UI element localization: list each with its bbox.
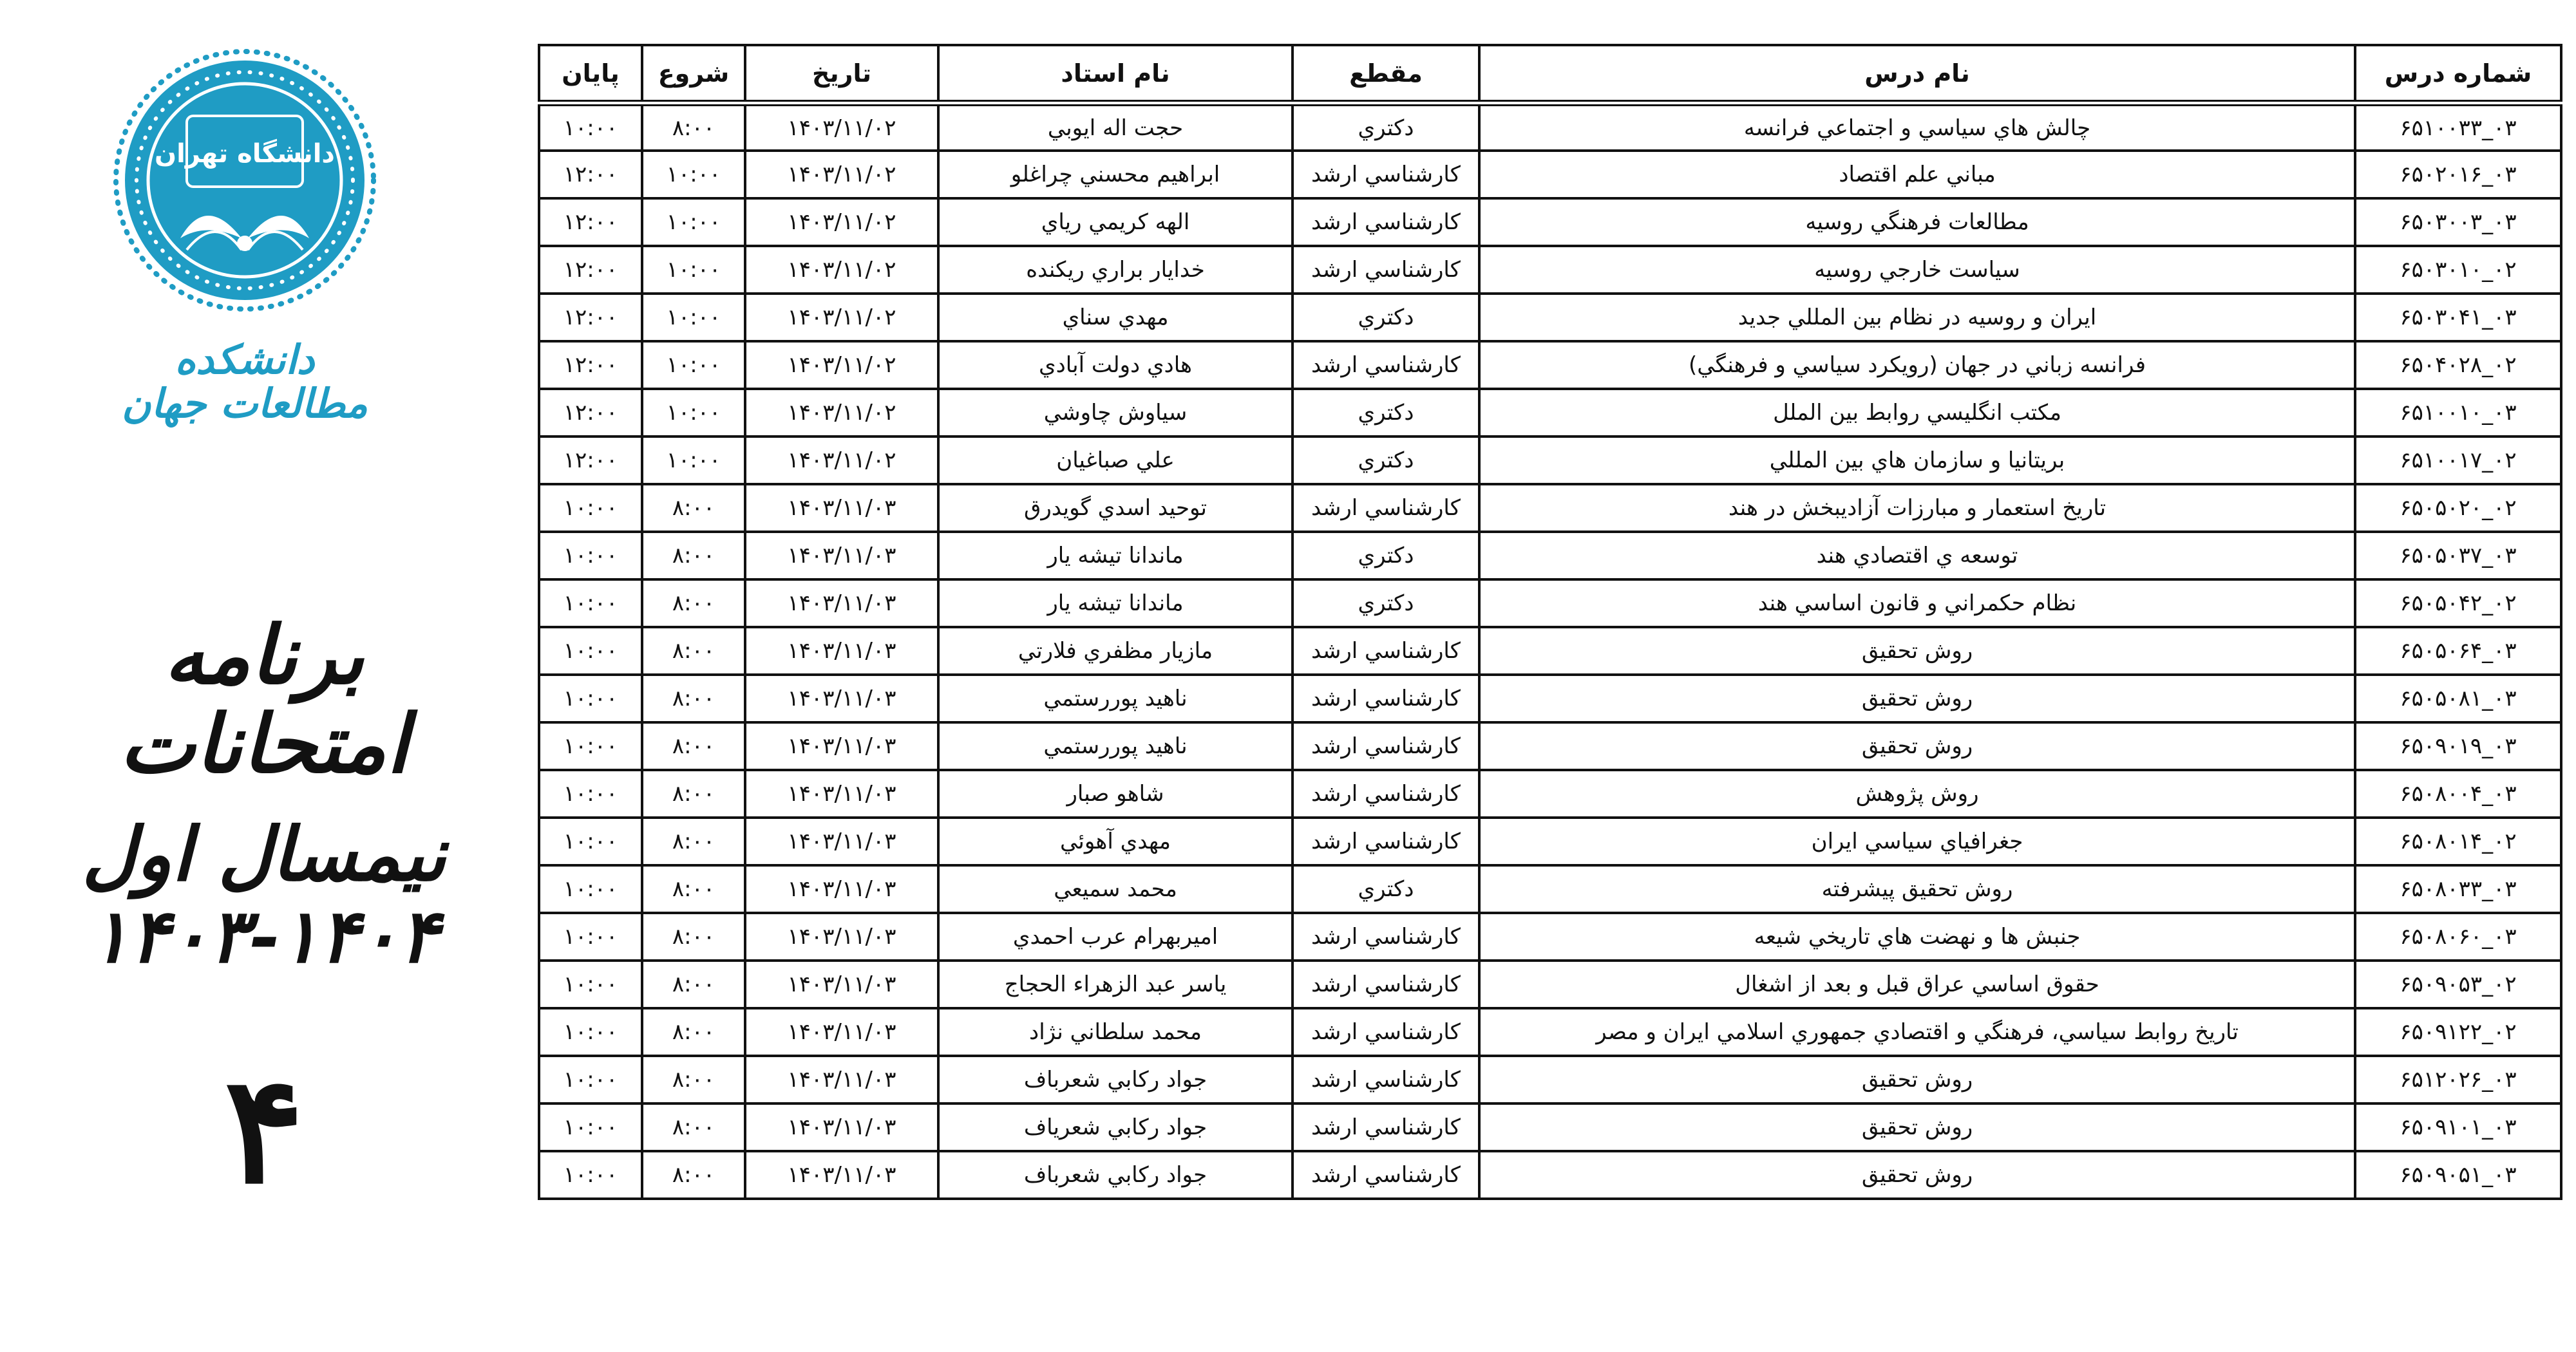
table-row (539, 532, 2561, 579)
cell-course-number: ۶۵۰۹۱۲۲_۰۲ (2355, 1008, 2561, 1056)
cell-course-number: ۶۵۰۸۰۰۴_۰۳ (2355, 770, 2561, 818)
header-start: شروع (642, 45, 745, 103)
cell-date: ۱۴۰۳/۱۱/۰۳ (745, 627, 938, 675)
cell-end-time: ۱۰:۰۰ (539, 770, 642, 818)
header-level: مقطع (1293, 45, 1479, 103)
cell-date: ۱۴۰۳/۱۱/۰۳ (745, 722, 938, 770)
cell-date: ۱۴۰۳/۱۱/۰۲ (745, 246, 938, 294)
table-row (539, 1103, 2561, 1151)
cell-date: ۱۴۰۳/۱۱/۰۳ (745, 865, 938, 913)
cell-course-name: روش تحقيق پيشرفته (1479, 865, 2355, 913)
cell-level: كارشناسي ارشد (1293, 1056, 1479, 1103)
cell-date: ۱۴۰۳/۱۱/۰۳ (745, 1103, 938, 1151)
cell-course-name: روش تحقيق (1479, 675, 2355, 722)
cell-start-time: ۸:۰۰ (642, 1103, 745, 1151)
cell-instructor: شاهو صبار (938, 770, 1293, 818)
cell-course-name: توسعه ي اقتصادي هند (1479, 532, 2355, 579)
cell-end-time: ۱۰:۰۰ (539, 865, 642, 913)
cell-end-time: ۱۰:۰۰ (539, 1056, 642, 1103)
cell-course-number: ۶۵۰۹۰۱۹_۰۳ (2355, 722, 2561, 770)
cell-start-time: ۱۰:۰۰ (642, 389, 745, 437)
cell-course-name: روش تحقيق (1479, 1103, 2355, 1151)
cell-level: كارشناسي ارشد (1293, 818, 1479, 865)
cell-end-time: ۱۲:۰۰ (539, 151, 642, 198)
cell-date: ۱۴۰۳/۱۱/۰۲ (745, 294, 938, 341)
cell-course-number: ۶۵۱۰۰۱۰_۰۳ (2355, 389, 2561, 437)
cell-date: ۱۴۰۳/۱۱/۰۳ (745, 770, 938, 818)
cell-instructor: اميربهرام عرب احمدي (938, 913, 1293, 961)
title-line-1: برنامه امتحانات (119, 608, 409, 791)
cell-end-time: ۱۰:۰۰ (539, 961, 642, 1008)
cell-instructor: توحيد اسدي گويدرق (938, 484, 1293, 532)
table-row (539, 484, 2561, 532)
cell-course-number: ۶۵۰۳۰۴۱_۰۳ (2355, 294, 2561, 341)
cell-date: ۱۴۰۳/۱۱/۰۳ (745, 532, 938, 579)
cell-start-time: ۸:۰۰ (642, 627, 745, 675)
cell-end-time: ۱۲:۰۰ (539, 294, 642, 341)
cell-date: ۱۴۰۳/۱۱/۰۲ (745, 341, 938, 389)
cell-end-time: ۱۰:۰۰ (539, 1008, 642, 1056)
cell-instructor: ماندانا تيشه يار (938, 579, 1293, 627)
cell-course-name: مطالعات فرهنگي روسيه (1479, 198, 2355, 246)
cell-date: ۱۴۰۳/۱۱/۰۲ (745, 103, 938, 151)
exam-schedule-title (26, 608, 502, 980)
cell-course-name: مكتب انگليسي روابط بين الملل (1479, 389, 2355, 437)
cell-start-time: ۱۰:۰۰ (642, 246, 745, 294)
cell-end-time: ۱۲:۰۰ (539, 246, 642, 294)
cell-level: دكتري (1293, 437, 1479, 484)
cell-course-number: ۶۵۱۰۰۳۳_۰۳ (2355, 103, 2561, 151)
cell-level: كارشناسي ارشد (1293, 913, 1479, 961)
cell-end-time: ۱۰:۰۰ (539, 818, 642, 865)
cell-level: كارشناسي ارشد (1293, 341, 1479, 389)
cell-date: ۱۴۰۳/۱۱/۰۳ (745, 1056, 938, 1103)
cell-instructor: جواد ركابي شعرباف (938, 1151, 1293, 1199)
header-course-name: نام درس (1479, 45, 2355, 103)
cell-course-number: ۶۵۰۵۰۸۱_۰۳ (2355, 675, 2561, 722)
faculty-name: دانشکده مطالعات جهان (122, 336, 368, 427)
cell-instructor: ماندانا تيشه يار (938, 532, 1293, 579)
cell-date: ۱۴۰۳/۱۱/۰۳ (745, 579, 938, 627)
cell-course-name: روش تحقيق (1479, 1151, 2355, 1199)
cell-start-time: ۸:۰۰ (642, 1008, 745, 1056)
cell-course-name: تاريخ روابط سياسي، فرهنگي و اقتصادي جمهوري اسلامي ايران و مصر (1479, 1008, 2355, 1056)
cell-course-number: ۶۵۰۵۰۳۷_۰۳ (2355, 532, 2561, 579)
cell-date: ۱۴۰۳/۱۱/۰۲ (745, 198, 938, 246)
table-row (539, 913, 2561, 961)
cell-level: كارشناسي ارشد (1293, 1151, 1479, 1199)
title-line-2: نیمسال اول ۱۴۰۴-۱۴۰۳ (82, 811, 446, 980)
sidebar-panel (0, 0, 528, 1352)
cell-start-time: ۱۰:۰۰ (642, 341, 745, 389)
cell-start-time: ۸:۰۰ (642, 818, 745, 865)
table-row (539, 294, 2561, 341)
cell-instructor: علي صباغيان (938, 437, 1293, 484)
cell-start-time: ۱۰:۰۰ (642, 151, 745, 198)
cell-date: ۱۴۰۳/۱۱/۰۳ (745, 818, 938, 865)
cell-course-number: ۶۵۰۵۰۴۲_۰۲ (2355, 579, 2561, 627)
cell-level: كارشناسي ارشد (1293, 1103, 1479, 1151)
table-row (539, 198, 2561, 246)
cell-level: كارشناسي ارشد (1293, 484, 1479, 532)
table-row (539, 627, 2561, 675)
cell-course-name: ايران و روسيه در نظام بين المللي جديد (1479, 294, 2355, 341)
page-number: ۴ (224, 1043, 304, 1217)
cell-start-time: ۸:۰۰ (642, 770, 745, 818)
table-row (539, 103, 2561, 151)
cell-instructor: سياوش چاوشي (938, 389, 1293, 437)
cell-course-name: تاريخ استعمار و مبارزات آزاديبخش در هند (1479, 484, 2355, 532)
table-row (539, 389, 2561, 437)
cell-start-time: ۸:۰۰ (642, 961, 745, 1008)
table-row (539, 770, 2561, 818)
cell-start-time: ۸:۰۰ (642, 865, 745, 913)
university-emblem-icon (109, 45, 380, 315)
cell-course-name: نظام حكمراني و قانون اساسي هند (1479, 579, 2355, 627)
cell-instructor: جواد ركابي شعرباف (938, 1056, 1293, 1103)
cell-date: ۱۴۰۳/۱۱/۰۲ (745, 151, 938, 198)
cell-instructor: محمد سلطاني نژاد (938, 1008, 1293, 1056)
cell-instructor: ناهيد پوررستمي (938, 675, 1293, 722)
cell-start-time: ۱۰:۰۰ (642, 294, 745, 341)
table-row (539, 151, 2561, 198)
cell-course-name: حقوق اساسي عراق قبل و بعد از اشغال (1479, 961, 2355, 1008)
table-row (539, 437, 2561, 484)
cell-course-name: جغرافياي سياسي ايران (1479, 818, 2355, 865)
cell-course-number: ۶۵۰۹۱۰۱_۰۳ (2355, 1103, 2561, 1151)
cell-date: ۱۴۰۳/۱۱/۰۳ (745, 484, 938, 532)
exam-schedule-table (538, 44, 2562, 1200)
cell-instructor: مازيار مظفري فلارتي (938, 627, 1293, 675)
cell-start-time: ۱۰:۰۰ (642, 198, 745, 246)
table-row (539, 246, 2561, 294)
cell-level: كارشناسي ارشد (1293, 770, 1479, 818)
cell-level: كارشناسي ارشد (1293, 151, 1479, 198)
table-row (539, 818, 2561, 865)
cell-date: ۱۴۰۳/۱۱/۰۳ (745, 913, 938, 961)
logo-emblem-text: دانشگاه تهران (155, 139, 335, 169)
cell-instructor: مهدي سناي (938, 294, 1293, 341)
cell-instructor: جواد ركابي شعرياف (938, 1103, 1293, 1151)
cell-course-name: روش تحقيق (1479, 722, 2355, 770)
cell-end-time: ۱۰:۰۰ (539, 722, 642, 770)
table-row (539, 865, 2561, 913)
cell-start-time: ۸:۰۰ (642, 1056, 745, 1103)
cell-end-time: ۱۲:۰۰ (539, 389, 642, 437)
cell-level: دكتري (1293, 389, 1479, 437)
cell-level: دكتري (1293, 532, 1479, 579)
cell-level: كارشناسي ارشد (1293, 198, 1479, 246)
cell-end-time: ۱۰:۰۰ (539, 627, 642, 675)
cell-course-number: ۶۵۰۳۰۱۰_۰۲ (2355, 246, 2561, 294)
cell-level: دكتري (1293, 294, 1479, 341)
cell-start-time: ۸:۰۰ (642, 1151, 745, 1199)
cell-level: دكتري (1293, 579, 1479, 627)
cell-date: ۱۴۰۳/۱۱/۰۳ (745, 675, 938, 722)
header-instructor: نام استاد (938, 45, 1293, 103)
cell-end-time: ۱۲:۰۰ (539, 341, 642, 389)
exam-schedule-table-wrapper (538, 44, 2560, 1200)
cell-course-name: سياست خارجي روسيه (1479, 246, 2355, 294)
cell-course-name: جنبش ها و نهضت هاي تاريخي شيعه (1479, 913, 2355, 961)
cell-instructor: حجت اله ايوبي (938, 103, 1293, 151)
table-row (539, 579, 2561, 627)
cell-start-time: ۸:۰۰ (642, 103, 745, 151)
cell-course-number: ۶۵۱۲۰۲۶_۰۳ (2355, 1056, 2561, 1103)
cell-course-name: روش تحقيق (1479, 627, 2355, 675)
cell-end-time: ۱۰:۰۰ (539, 675, 642, 722)
table-row (539, 722, 2561, 770)
cell-level: كارشناسي ارشد (1293, 722, 1479, 770)
table-row (539, 675, 2561, 722)
cell-instructor: ابراهيم محسني چراغلو (938, 151, 1293, 198)
cell-end-time: ۱۰:۰۰ (539, 484, 642, 532)
university-logo (97, 45, 393, 444)
table-row (539, 1151, 2561, 1199)
cell-instructor: خدايار براري ريكنده (938, 246, 1293, 294)
cell-start-time: ۸:۰۰ (642, 722, 745, 770)
header-end: پایان (539, 45, 642, 103)
table-row (539, 341, 2561, 389)
table-row (539, 961, 2561, 1008)
table-row (539, 1056, 2561, 1103)
cell-start-time: ۱۰:۰۰ (642, 437, 745, 484)
cell-course-number: ۶۵۰۹۰۵۱_۰۳ (2355, 1151, 2561, 1199)
cell-end-time: ۱۰:۰۰ (539, 532, 642, 579)
cell-course-number: ۶۵۰۳۰۰۳_۰۳ (2355, 198, 2561, 246)
cell-course-name: چالش هاي سياسي و اجتماعي فرانسه (1479, 103, 2355, 151)
cell-level: كارشناسي ارشد (1293, 1008, 1479, 1056)
cell-course-number: ۶۵۰۹۰۵۳_۰۲ (2355, 961, 2561, 1008)
cell-level: كارشناسي ارشد (1293, 627, 1479, 675)
cell-end-time: ۱۲:۰۰ (539, 437, 642, 484)
cell-course-name: مباني علم اقتصاد (1479, 151, 2355, 198)
cell-course-number: ۶۵۰۸۰۳۳_۰۳ (2355, 865, 2561, 913)
cell-end-time: ۱۰:۰۰ (539, 1151, 642, 1199)
cell-end-time: ۱۰:۰۰ (539, 1103, 642, 1151)
cell-end-time: ۱۰:۰۰ (539, 103, 642, 151)
cell-start-time: ۸:۰۰ (642, 579, 745, 627)
cell-end-time: ۱۲:۰۰ (539, 198, 642, 246)
cell-instructor: مهدي آهوئي (938, 818, 1293, 865)
cell-course-number: ۶۵۰۴۰۲۸_۰۲ (2355, 341, 2561, 389)
cell-end-time: ۱۰:۰۰ (539, 579, 642, 627)
cell-course-name: بريتانيا و سازمان هاي بين المللي (1479, 437, 2355, 484)
cell-date: ۱۴۰۳/۱۱/۰۳ (745, 1151, 938, 1199)
cell-course-number: ۶۵۰۸۰۱۴_۰۲ (2355, 818, 2561, 865)
cell-date: ۱۴۰۳/۱۱/۰۳ (745, 1008, 938, 1056)
cell-date: ۱۴۰۳/۱۱/۰۲ (745, 437, 938, 484)
cell-course-name: روش تحقيق (1479, 1056, 2355, 1103)
header-date: تاریخ (745, 45, 938, 103)
cell-course-number: ۶۵۰۵۰۶۴_۰۳ (2355, 627, 2561, 675)
cell-level: دكتري (1293, 865, 1479, 913)
cell-course-name: روش پژوهش (1479, 770, 2355, 818)
cell-date: ۱۴۰۳/۱۱/۰۳ (745, 961, 938, 1008)
cell-instructor: هادي دولت آبادي (938, 341, 1293, 389)
cell-start-time: ۸:۰۰ (642, 532, 745, 579)
cell-instructor: ياسر عبد الزهراء الحجاج (938, 961, 1293, 1008)
cell-start-time: ۸:۰۰ (642, 675, 745, 722)
cell-start-time: ۸:۰۰ (642, 484, 745, 532)
header-course-number: شماره درس (2355, 45, 2561, 103)
cell-course-number: ۶۵۰۸۰۶۰_۰۳ (2355, 913, 2561, 961)
cell-instructor: محمد سميعي (938, 865, 1293, 913)
cell-course-number: ۶۵۱۰۰۱۷_۰۲ (2355, 437, 2561, 484)
cell-instructor: الهه كريمي رياي (938, 198, 1293, 246)
cell-date: ۱۴۰۳/۱۱/۰۲ (745, 389, 938, 437)
cell-instructor: ناهيد پوررستمي (938, 722, 1293, 770)
table-row (539, 1008, 2561, 1056)
cell-level: كارشناسي ارشد (1293, 961, 1479, 1008)
cell-course-name: فرانسه زباني در جهان (رويكرد سياسي و فرهنگي) (1479, 341, 2355, 389)
cell-level: دكتري (1293, 103, 1479, 151)
cell-level: كارشناسي ارشد (1293, 675, 1479, 722)
table-body (539, 103, 2561, 1199)
cell-level: كارشناسي ارشد (1293, 246, 1479, 294)
cell-course-number: ۶۵۰۲۰۱۶_۰۳ (2355, 151, 2561, 198)
cell-end-time: ۱۰:۰۰ (539, 913, 642, 961)
cell-start-time: ۸:۰۰ (642, 913, 745, 961)
table-header-row (539, 45, 2561, 103)
cell-course-number: ۶۵۰۵۰۲۰_۰۲ (2355, 484, 2561, 532)
